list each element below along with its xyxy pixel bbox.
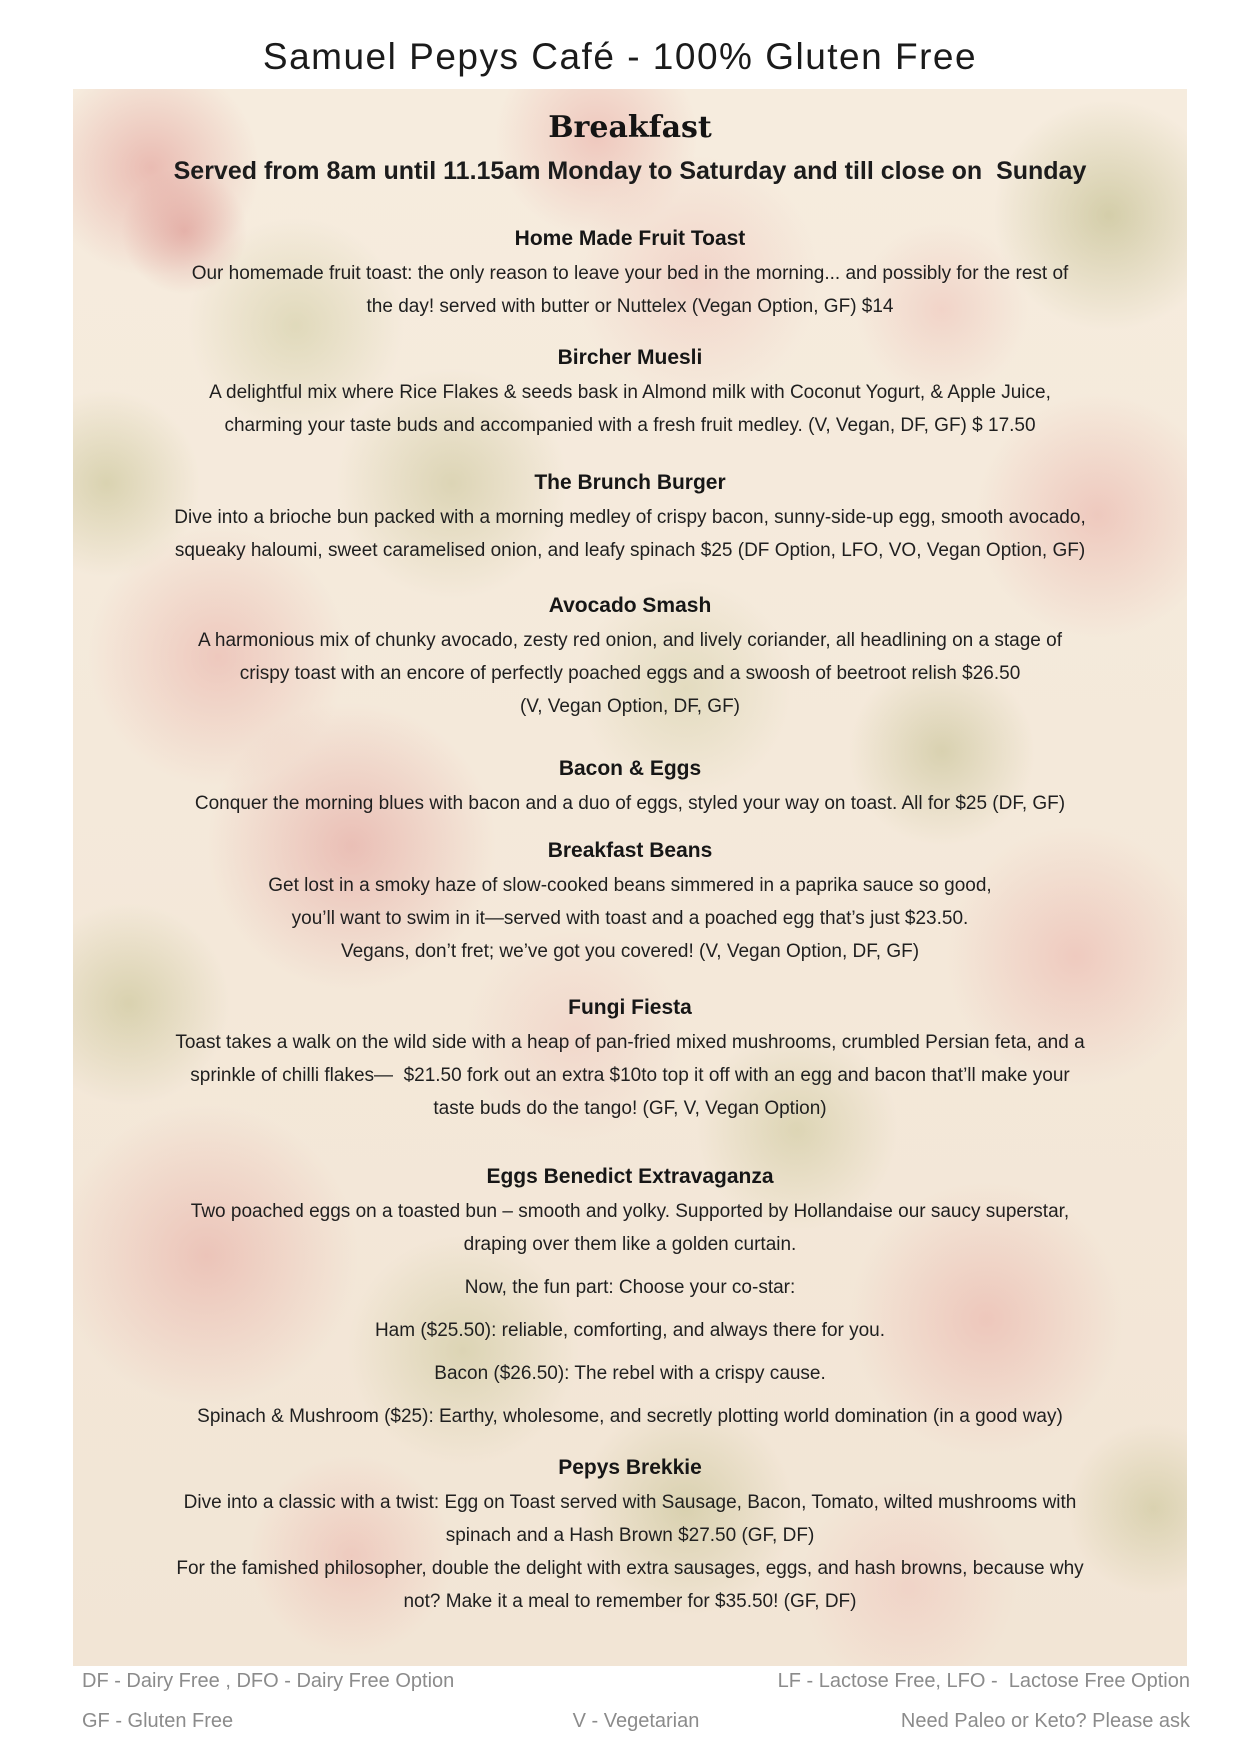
menu-item-description-line: Two poached eggs on a toasted bun – smooth and yolky. Supported by Hollandaise our saucy superstar,	[190, 1201, 1070, 1222]
legend-row	[82, 1708, 1190, 1734]
menu-item-name: Bircher Muesli	[557, 346, 703, 369]
menu-item-description-line: the day! served with butter or Nuttelex (Vegan Option, GF) $14	[366, 296, 894, 317]
dietary-legend	[82, 1668, 1190, 1734]
menu-item-description-line: crispy toast with an encore of perfectly poached eggs and a swoosh of beetroot relish $26.50	[239, 663, 1021, 684]
menu-item-description-line: For the famished philosopher, double the delight with extra sausages, eggs, and hash browns, because why	[176, 1558, 1084, 1579]
menu-item	[87, 341, 1173, 442]
menu-item-description-line: Our homemade fruit toast: the only reason to leave your bed in the morning... and possibly for the rest of	[191, 263, 1069, 284]
menu-item-description-line: you’ll want to swim in it—served with toast and a poached egg that’s just $23.50.	[291, 908, 969, 929]
menu-item-description-line: Get lost in a smoky haze of slow-cooked beans simmered in a paprika sauce so good,	[268, 875, 992, 896]
menu-item	[87, 991, 1173, 1125]
menu-item-description-line: Now, the fun part: Choose your co-star:	[464, 1277, 796, 1298]
menu-item-name: Avocado Smash	[548, 594, 712, 617]
menu-item-description-line: Ham ($25.50): reliable, comforting, and always there for you.	[374, 1320, 886, 1341]
legend-gluten-free: GF - Gluten Free	[82, 1710, 234, 1732]
menu-item-name: Breakfast Beans	[547, 839, 713, 862]
menu-item-name: Pepys Brekkie	[558, 1456, 702, 1479]
menu-item-description-line: Toast takes a walk on the wild side with a heap of pan-fried mixed mushrooms, crumbled Persian feta, and a	[175, 1032, 1085, 1053]
menu-item-name: Home Made Fruit Toast	[514, 227, 746, 250]
menu-item-name: The Brunch Burger	[534, 471, 726, 494]
menu-item-name: Fungi Fiesta	[568, 996, 692, 1019]
menu-item	[87, 589, 1173, 723]
menu-content	[73, 89, 1187, 1618]
menu-item	[87, 752, 1173, 820]
menu-item-description-line: Conquer the morning blues with bacon and a duo of eggs, styled your way on toast. All for $25 (DF, GF)	[194, 793, 1066, 814]
menu-item	[87, 1451, 1173, 1618]
menu-item-description-line: A delightful mix where Rice Flakes & seeds bask in Almond milk with Coconut Yogurt, & Apple Juice,	[209, 382, 1051, 403]
menu-item-description-line: squeaky haloumi, sweet caramelised onion, and leafy spinach $25 (DF Option, LFO, VO, Vegan Option, GF)	[174, 540, 1086, 561]
menu-item-description-line: spinach and a Hash Brown $27.50 (GF, DF)	[445, 1525, 815, 1546]
menu-item	[87, 466, 1173, 567]
menu-item-description-line: A harmonious mix of chunky avocado, zesty red onion, and lively coriander, all headlining on a stage of	[198, 630, 1062, 651]
menu-item-description-line: Spinach & Mushroom ($25): Earthy, wholesome, and secretly plotting world domination (in a good way)	[197, 1406, 1063, 1427]
menu-item-description-line: Dive into a classic with a twist: Egg on Toast served with Sausage, Bacon, Tomato, wilted mushrooms with	[183, 1492, 1077, 1513]
legend-row	[82, 1668, 1190, 1694]
legend-dairy-free: DF - Dairy Free , DFO - Dairy Free Option	[82, 1670, 455, 1692]
menu-item	[87, 834, 1173, 968]
legend-vegetarian: V - Vegetarian	[572, 1710, 700, 1732]
menu-item-description-line: taste buds do the tango! (GF, V, Vegan Option)	[433, 1098, 827, 1119]
menu-serving-times: Served from 8am until 11.15am Monday to Saturday and till close on Sunday	[173, 157, 1087, 185]
menu-item	[87, 222, 1173, 323]
legend-paleo-keto: Need Paleo or Keto? Please ask	[900, 1710, 1190, 1732]
menu-item-description-line: (V, Vegan Option, DF, GF)	[519, 696, 740, 717]
floral-menu-panel	[73, 89, 1187, 1666]
menu-item-description-line: Dive into a brioche bun packed with a morning medley of crispy bacon, sunny-side-up egg, smooth avocado,	[174, 507, 1086, 528]
menu-item-description-line: sprinkle of chilli flakes— $21.50 fork out an extra $10to top it off with an egg and bacon that’ll make your	[190, 1065, 1070, 1086]
menu-item-description-line: Vegans, don’t fret; we’ve got you covered! (V, Vegan Option, DF, GF)	[340, 941, 920, 962]
menu-item-description-line: charming your taste buds and accompanied with a fresh fruit medley. (V, Vegan, DF, GF) $ 17.50	[224, 415, 1036, 436]
menu-section-heading: Breakfast	[548, 110, 712, 145]
menu-item-name: Eggs Benedict Extravaganza	[486, 1165, 774, 1188]
menu-item	[87, 1160, 1173, 1433]
page-title: Samuel Pepys Café - 100% Gluten Free	[262, 36, 978, 77]
legend-lactose-free: LF - Lactose Free, LFO - Lactose Free Option	[777, 1670, 1190, 1692]
menu-item-name: Bacon & Eggs	[558, 757, 702, 780]
menu-item-description-line: Bacon ($26.50): The rebel with a crispy cause.	[434, 1363, 826, 1384]
menu-item-description-line: not? Make it a meal to remember for $35.50! (GF, DF)	[403, 1591, 857, 1612]
menu-item-description-line: draping over them like a golden curtain.	[463, 1234, 797, 1255]
